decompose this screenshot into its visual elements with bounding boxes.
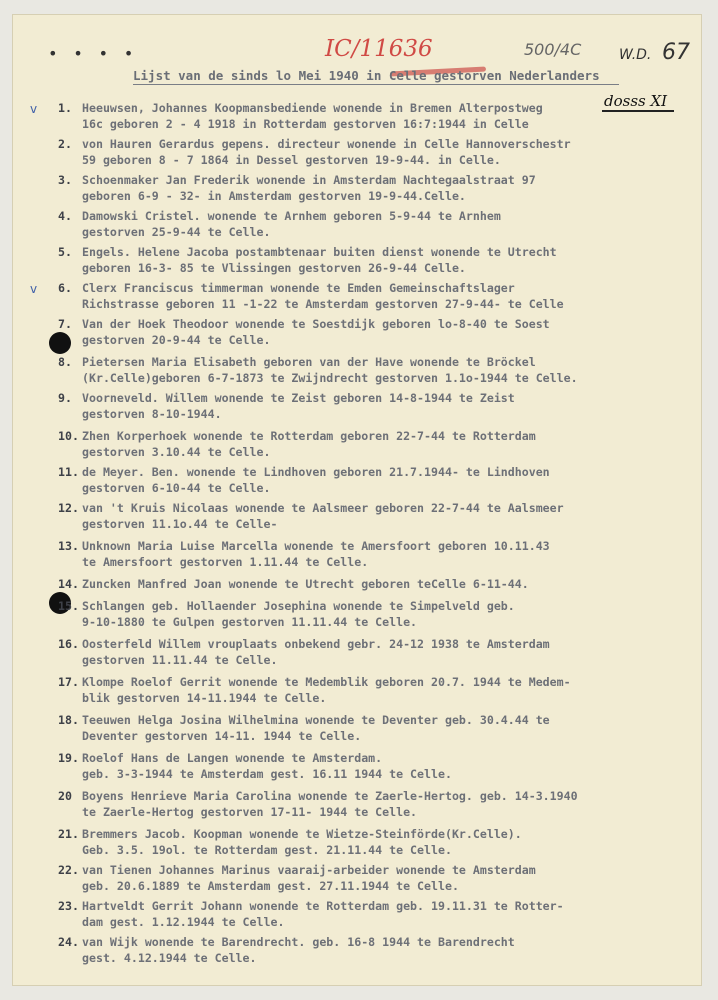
entry-line-2: Deventer gestorven 14-11. 1944 te Celle. [82, 729, 362, 743]
entry-number: 8. [58, 355, 72, 369]
entry-line-2: gestorven 8-10-1944. [82, 407, 222, 421]
pencil-note: 500/4C [524, 40, 582, 59]
wd-label: W.D. [619, 47, 652, 63]
entry-line-2: geboren 6-9 - 32- in Amsterdam gestorven 19-9-44.Celle. [82, 189, 466, 203]
entry-line-1: Unknown Maria Luise Marcella wonende te Amersfoort geboren 10.11.43 [82, 539, 550, 553]
entry-number: 10. [58, 429, 79, 443]
entry-line-1: van 't Kruis Nicolaas wonende te Aalsmeer geboren 22-7-44 te Aalsmeer [82, 501, 564, 515]
entry-number: 24. [58, 935, 79, 949]
entry-line-1: Zuncken Manfred Joan wonende te Utrecht geboren teCelle 6-11-44. [82, 577, 529, 591]
entry-line-2: Richstrasse geboren 11 -1-22 te Amsterdam gestorven 27-9-44- te Celle [82, 297, 564, 311]
entry-line-1: de Meyer. Ben. wonende te Lindhoven geboren 21.7.1944- te Lindhoven [82, 465, 550, 479]
entry-line-1: Voorneveld. Willem wonende te Zeist geboren 14-8-1944 te Zeist [82, 391, 515, 405]
margin-check-mark: v [30, 102, 38, 116]
entry-number: 3. [58, 173, 72, 187]
list-entry [58, 826, 658, 858]
entry-line-2: Geb. 3.5. 19ol. te Rotterdam gest. 21.11.44 te Celle. [82, 843, 452, 857]
list-entry [58, 788, 658, 820]
list-entry [58, 500, 658, 532]
entry-number: 9. [58, 391, 72, 405]
entry-number: 6. [58, 281, 72, 295]
entry-number: 22. [58, 863, 79, 877]
entry-line-2: blik gestorven 14-11.1944 te Celle. [82, 691, 327, 705]
entry-line-1: Schoenmaker Jan Frederik wonende in Amsterdam Nachtegaalstraat 97 [82, 173, 536, 187]
entry-line-2: gestorven 6-10-44 te Celle. [82, 481, 271, 495]
list-entry [58, 136, 658, 168]
list-entry [58, 280, 658, 312]
entry-line-2: gestorven 25-9-44 te Celle. [82, 225, 271, 239]
entry-line-1: Bremmers Jacob. Koopman wonende te Wietze-Steinförde(Kr.Celle). [82, 827, 522, 841]
entry-line-1: Schlangen geb. Hollaender Josephina wonende te Simpelveld geb. [82, 599, 515, 613]
entry-line-1: von Hauren Gerardus gepens. directeur wonende in Celle Hannoverschestr [82, 137, 571, 151]
list-entry [58, 674, 658, 706]
entry-line-2: geboren 16-3- 85 te Vlissingen gestorven 26-9-44 Celle. [82, 261, 466, 275]
entry-line-2: gestorven 11.11.44 te Celle. [82, 653, 278, 667]
entry-number: 13. [58, 539, 79, 553]
entry-number: 15. [58, 599, 79, 613]
document-page [12, 14, 702, 986]
entry-line-1: Boyens Henrieve Maria Carolina wonende te Zaerle-Hertog. geb. 14-3.1940 [82, 789, 578, 803]
list-entry [58, 464, 658, 496]
entry-line-1: Van der Hoek Theodoor wonende te Soestdijk geboren lo-8-40 te Soest [82, 317, 550, 331]
entry-line-2: geb. 20.6.1889 te Amsterdam gest. 27.11.1944 te Celle. [82, 879, 459, 893]
entry-number: 11. [58, 465, 79, 479]
entry-line-2: gestorven 3.10.44 te Celle. [82, 445, 271, 459]
entry-line-1: Hartveldt Gerrit Johann wonende te Rotterdam geb. 19.11.31 te Rotter- [82, 899, 564, 913]
list-entry [58, 934, 658, 966]
entry-line-1: Clerx Franciscus timmerman wonende te Emden Gemeinschaftslager [82, 281, 515, 295]
list-entry [58, 316, 658, 348]
list-entry [58, 750, 658, 782]
entry-line-1: Engels. Helene Jacoba postambtenaar buiten dienst wonende te Utrecht [82, 245, 557, 259]
list-entry [58, 712, 658, 744]
document-title: Lijst van de sinds lo Mei 1940 in Celle gestorven Nederlanders [133, 68, 600, 83]
entry-line-1: Zhen Korperhoek wonende te Rotterdam geboren 22-7-44 te Rotterdam [82, 429, 536, 443]
entry-line-2: 59 geboren 8 - 7 1864 in Dessel gestorven 19-9-44. in Celle. [82, 153, 501, 167]
entry-line-1: Pietersen Maria Elisabeth geboren van der Have wonende te Bröckel [82, 355, 536, 369]
entry-line-1: Damowski Cristel. wonende te Arnhem geboren 5-9-44 te Arnhem [82, 209, 501, 223]
entry-line-1: Oosterfeld Willem vrouplaats onbekend gebr. 24-12 1938 te Amsterdam [82, 637, 550, 651]
entry-number: 23. [58, 899, 79, 913]
list-entry [58, 538, 658, 570]
title-underline [133, 84, 619, 85]
entry-line-2: te Amersfoort gestorven 1.11.44 te Celle. [82, 555, 369, 569]
entry-number: 12. [58, 501, 79, 515]
entry-number: 2. [58, 137, 72, 151]
entry-line-2: dam gest. 1.12.1944 te Celle. [82, 915, 285, 929]
list-entry [58, 244, 658, 276]
entry-number: 1. [58, 101, 72, 115]
entry-line-2: gest. 4.12.1944 te Celle. [82, 951, 257, 965]
entry-number: 21. [58, 827, 79, 841]
entry-number: 18. [58, 713, 79, 727]
list-entry [58, 598, 658, 630]
entry-line-1: Roelof Hans de Langen wonende te Amsterdam. [82, 751, 383, 765]
list-entry [58, 428, 658, 460]
list-entry [58, 862, 658, 894]
list-entry [58, 576, 658, 592]
list-entry [58, 100, 658, 132]
entry-line-2: gestorven 20-9-44 te Celle. [82, 333, 271, 347]
entry-number: 14. [58, 577, 79, 591]
entry-line-2: geb. 3-3-1944 te Amsterdam gest. 16.11 1944 te Celle. [82, 767, 452, 781]
entry-number: 20 [58, 789, 72, 803]
list-entry [58, 354, 658, 386]
entry-line-2: gestorven 11.1o.44 te Celle- [82, 517, 278, 531]
list-entry [58, 636, 658, 668]
entry-line-2: te Zaerle-Hertog gestorven 17-11- 1944 te Celle. [82, 805, 418, 819]
entry-line-1: van Wijk wonende te Barendrecht. geb. 16-8 1944 te Barendrecht [82, 935, 515, 949]
entry-number: 16. [58, 637, 79, 651]
entry-line-2: (Kr.Celle)geboren 6-7-1873 te Zwijndrecht gestorven 1.1o-1944 te Celle. [82, 371, 578, 385]
entry-number: 17. [58, 675, 79, 689]
entry-line-1: Heeuwsen, Johannes Koopmansbediende wonende in Bremen Alterpostweg [82, 101, 543, 115]
entry-number: 4. [58, 209, 72, 223]
entry-line-2: 9-10-1880 te Gulpen gestorven 11.11.44 te Celle. [82, 615, 418, 629]
entry-number: 19. [58, 751, 79, 765]
list-entry [58, 898, 658, 930]
dossier-note: dosss XI [604, 92, 668, 110]
entry-number: 5. [58, 245, 72, 259]
punch-dots: • • • • [48, 44, 137, 63]
entry-line-1: Teeuwen Helga Josina Wilhelmina wonende te Deventer geb. 30.4.44 te [82, 713, 550, 727]
list-entry [58, 208, 658, 240]
entry-line-1: van Tienen Johannes Marinus vaaraij-arbeider wonende te Amsterdam [82, 863, 536, 877]
entry-line-2: 16c geboren 2 - 4 1918 in Rotterdam gestorven 16:7:1944 in Celle [82, 117, 529, 131]
list-entry [58, 172, 658, 204]
list-entry [58, 390, 658, 422]
margin-check-mark: v [30, 282, 38, 296]
archive-number-stamp: IC/11636 [325, 36, 433, 62]
entry-line-1: Klompe Roelof Gerrit wonende te Medemblik geboren 20.7. 1944 te Medem- [82, 675, 571, 689]
entry-number: 7. [58, 317, 72, 331]
wd-number: 67 [662, 40, 690, 65]
